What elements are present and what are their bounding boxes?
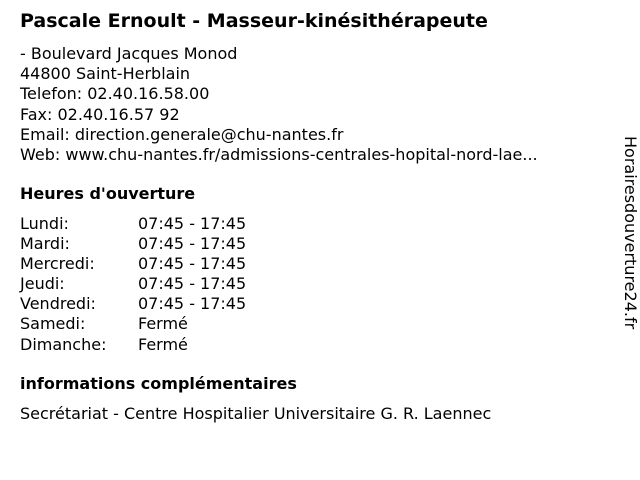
time-value: 07:45 - 17:45: [138, 294, 247, 314]
email-line[interactable]: Email: direction.generale@chu-nantes.fr: [20, 124, 344, 144]
hours-row-sunday: [20, 335, 300, 355]
brand-watermark: Horairesdouverture24.fr: [621, 136, 640, 330]
address-city: 44800 Saint-Herblain: [20, 64, 191, 84]
hours-row-wednesday: [20, 254, 300, 274]
day-label: Lundi:: [20, 214, 69, 233]
address-street: - Boulevard Jacques Monod: [20, 44, 238, 63]
website-line[interactable]: Web: www.chu-nantes.fr/admissions-centrales-hopital-nord-lae...: [20, 144, 538, 164]
day-label: Vendredi:: [20, 294, 96, 314]
hours-row-monday: [20, 214, 300, 234]
day-label: Jeudi:: [20, 274, 65, 294]
day-label: Dimanche:: [20, 334, 107, 354]
time-value: 07:45 - 17:45: [138, 254, 247, 274]
day-label: Samedi:: [20, 314, 86, 334]
opening-hours-list: [20, 214, 300, 355]
hours-row-friday: [20, 294, 300, 314]
time-value: Fermé: [138, 334, 188, 354]
hours-row-thursday: [20, 274, 300, 294]
hours-heading: Heures d'ouverture: [20, 184, 196, 203]
page-title: Pascale Ernoult - Masseur-kinésithérapeute: [20, 10, 488, 32]
time-value: 07:45 - 17:45: [138, 234, 247, 254]
info-heading: informations complémentaires: [20, 374, 297, 393]
time-value: Fermé: [138, 314, 188, 334]
day-label: Mercredi:: [20, 254, 95, 274]
time-value: 07:45 - 17:45: [138, 274, 247, 294]
hours-row-tuesday: [20, 234, 300, 254]
info-text: Secrétariat - Centre Hospitalier Universitaire G. R. Laennec: [20, 404, 492, 423]
fax-line: Fax: 02.40.16.57 92: [20, 104, 180, 124]
phone-line[interactable]: Telefon: 02.40.16.58.00: [20, 84, 210, 104]
time-value: 07:45 - 17:45: [138, 214, 247, 233]
hours-row-saturday: [20, 314, 300, 334]
contact-block: [20, 44, 538, 165]
day-label: Mardi:: [20, 234, 70, 254]
